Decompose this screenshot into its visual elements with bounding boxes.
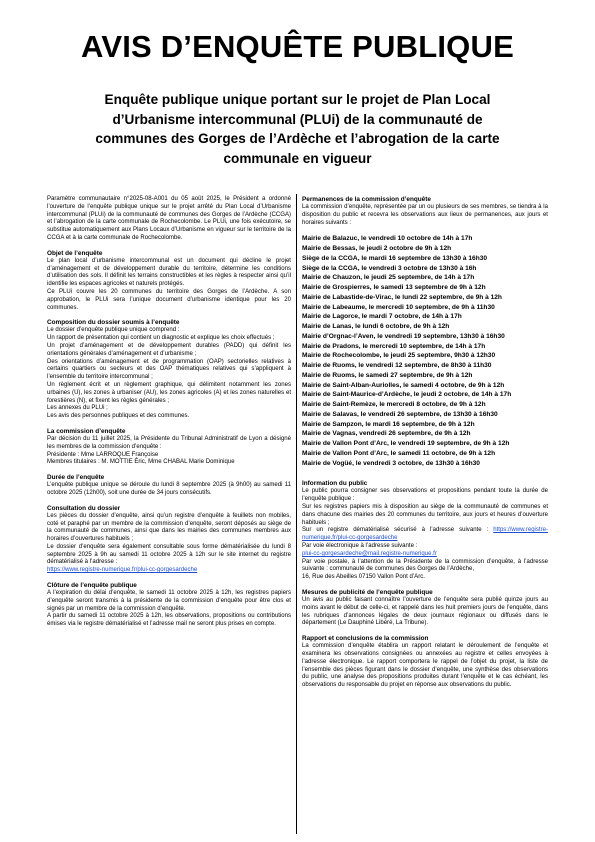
- permanence-item: Mairie de Pradons, le mercredi 10 septembre, de 14h à 17h: [302, 342, 486, 350]
- permanences-intro: La commission d’enquête, représentée par un ou plusieurs de ses membres, se tiendra à la disposition du public et recevra les observations aux lieux de permanences, aux jours et horaires suivants :: [302, 204, 548, 226]
- permanence-item: Mairie de Grospierres, le samedi 13 septembre de 9h à 12h: [302, 284, 486, 292]
- composition-line: Les avis des personnes publiques et des communes.: [47, 413, 190, 420]
- consultation-line: Les pièces du dossier d’enquête, ainsi qu’un registre d’enquête à feuillets non mobiles, coté et paraphé par un membre de la commission d’enquête, seront déposés au siège de la communauté de communes, ainsi que dans les mairies des communes membres aux horaires d’ouvertures habituels ;: [47, 512, 291, 543]
- composition-heading: Composition du dossier soumis à l’enquête: [47, 319, 180, 327]
- permanence-item: Mairie de Labastide-de-Virac, le lundi 22 septembre, de 9h à 12h: [302, 293, 502, 301]
- notice-subtitle: [70, 90, 525, 168]
- permanences-heading: Permanences de la commission d’enquête: [302, 196, 431, 203]
- permanence-item: Mairie de Lanas, le lundi 6 octobre, de 9h à 12h: [302, 323, 450, 331]
- information-line: Sur les registres papiers mis à disposition au siège de la communauté de communes et dans chacune des mairies des 20 communes du territoire, aux jours et heures d’ouverture habituels ;: [302, 503, 548, 526]
- composition-line: Un règlement écrit et un règlement graphique, qui délimitent notamment les zones urbaines (U), les zones à urbaniser (AU), les zones agricoles (A) et les zones naturelles et forestières (N), et fixent les règles générales ;: [47, 381, 291, 404]
- commission-heading: La commission d’enquête: [47, 427, 126, 435]
- duree-paragraph: L’enquête publique unique se déroule du lundi 8 septembre 2025 (à 9h00) au samedi 11 octobre 2025 (12h00), soit une durée de 34 jours consécutifs.: [47, 482, 291, 496]
- permanence-item: Mairie de Bessas, le jeudi 2 octobre de 9h à 12h: [302, 245, 452, 253]
- commission-line: Présidente : Mme LARROQUE Françoise: [47, 451, 159, 458]
- composition-line: Le dossier d’enquête publique unique comprend :: [47, 327, 180, 334]
- permanences-list: [302, 234, 548, 468]
- objet-paragraph: Ce PLUi couvre les 20 communes du territoire des Gorges de l’Ardèche. A son approbation, le PLUi sera l’unique document d’urbanisme identique pour les 20 communes.: [47, 288, 291, 311]
- composition-line: Des orientations d’aménagement et de programmation (OAP) sectorielles relatives à certains quartiers ou secteurs et des OAP thématiques relatives qui s’appliquent à l’ensemble du territoire intercommunal ;: [47, 358, 291, 381]
- right-column: [302, 196, 548, 690]
- permanence-item: Mairie de Rochecolombe, le jeudi 25 septembre, 9h30 à 12h30: [302, 352, 496, 360]
- permanence-item: Siège de la CCGA, le mardi 16 septembre de 13h30 à 16h30: [302, 254, 488, 262]
- consultation-heading: Consultation du dossier: [47, 504, 121, 512]
- mesures-paragraph: Un avis au public faisant connaître l’ouverture de l’enquête sera publié quinze jours au moins avant le début de celle-ci, et rappelé dans les huit premiers jours de l’enquête, dans les rubriques d’annonces légales de deux journaux régionaux ou diffusés dans le département (Le Dauphiné Libéré, La Tribune).: [302, 596, 548, 627]
- information-line: Le public pourra consigner ses observations et propositions pendant toute la durée de l’enquête publique :: [302, 488, 548, 503]
- email-link-text[interactable]: plui-cc-gorgesardeche@mail.registre-numerique.fr: [302, 550, 437, 557]
- information-line: Par voie électronique à l’adresse suivante :: [302, 542, 418, 549]
- permanence-item: Mairie de Ruoms, le vendredi 12 septembre, de 8h30 à 11h30: [302, 362, 492, 370]
- composition-line: Les annexes du PLUi ;: [47, 405, 108, 412]
- cloture-line: A partir du samedi 11 octobre 2025 à 12h, les observations, propositions ou contributions émises via le registre dématérialisé et l’adresse mail ne seront plus prises en compte.: [47, 613, 291, 628]
- commission-line: Par décision du 11 juillet 2025, la Présidente du Tribunal Administratif de Lyon a désigné les membres de la commission d’enquête :: [47, 435, 291, 450]
- subtitle-line: d’Urbanisme intercommunal (PLUi) de la communauté de: [112, 111, 483, 127]
- rapport-heading: Rapport et conclusions de la commission: [302, 635, 429, 643]
- information-line: [302, 527, 548, 543]
- permanence-item: Siège de la CCGA, le vendredi 3 octobre de 13h30 à 16h: [302, 264, 477, 272]
- information-heading: Information du public: [302, 480, 368, 488]
- postal-address: 16, Rue des Abeilles 07150 Vallon Pont d’Arc.: [302, 574, 425, 581]
- duree-heading: Durée de l’enquête: [47, 474, 105, 482]
- information-line: Par voie postale, à l’attention de la Présidente de la commission d’enquête, à l’adresse suivante : communauté de communes des Gorges de l’Ardèche,: [302, 558, 548, 573]
- permanence-item: Mairie de Vagnas, vendredi 26 septembre, de 9h à 12h: [302, 430, 471, 438]
- permanence-item: Mairie de Saint-Remèze, le mercredi 8 octobre, de 9h à 12h: [302, 401, 486, 409]
- permanence-item: Mairie de Sampzon, le mardi 16 septembre, de 9h à 12h: [302, 420, 475, 428]
- column-divider: [296, 194, 297, 834]
- permanence-item: Mairie de Saint-Alban-Auriolles, le samedi 4 octobre, de 9h à 12h: [302, 381, 505, 389]
- commission-line: Membres titulaires : M. MOTTIE Éric, Mme CHABAL Marie Dominique: [47, 459, 235, 466]
- permanence-item: Mairie de Vallon Pont d’Arc, le samedi 11 octobre, de 9h à 12h: [302, 449, 496, 457]
- permanence-item: Mairie de Labeaume, le mercredi 10 septembre, de 9h à 11h30: [302, 303, 495, 311]
- permanence-item: Mairie de Vogüé, le vendredi 3 octobre, de 13h30 à 16h30: [302, 459, 480, 467]
- consultation-line: Le dossier d’enquête sera également consultable sous forme dématérialisée du lundi 8 septembre 2025 à 9h au samedi 11 octobre 2025 à 12h sur le site internet du registre dématérialisé à l’adresse :: [47, 543, 291, 566]
- mesures-heading: Mesures de publicité de l’enquête publique: [302, 588, 433, 596]
- registre-link-text[interactable]: https://www.registre-numerique.fr/plui-cc-gorgesardeche: [302, 527, 548, 542]
- permanence-item: Mairie de Ruoms, le samedi 27 septembre, de 9h à 12h: [302, 371, 473, 379]
- notice-title: AVIS D’ENQUÊTE PUBLIQUE: [81, 29, 514, 64]
- information-text: Sur un registre dématérialisé sécurisé à l’adresse suivante :: [302, 527, 489, 534]
- permanence-item: Mairie de Salavas, le vendredi 26 septembre, de 13h30 à 16h30: [302, 410, 498, 418]
- composition-line: Un projet d’aménagement et de développement durables (PADD) qui définit les orientations générales d’aménagement et d’urbanisme ;: [47, 342, 291, 357]
- cloture-line: A l’expiration du délai d’enquête, le samedi 11 octobre 2025 à 12h, les registres papiers d’enquête seront transmis à la présidente de la commission d’enquête pour être clos et signés par un membre de la commission d’enquête.: [47, 590, 291, 612]
- subtitle-line: Enquête publique unique portant sur le projet de Plan Local: [104, 92, 491, 107]
- cloture-heading: Clôture de l’enquête publique: [47, 582, 137, 590]
- rapport-paragraph: La commission d’enquête établira un rapport relatant le déroulement de l’enquête et examinera les observations consignées ou annexées au registre et celles envoyées à l’adresse électronique. Le rapport comportera le rappel de l’objet du projet, la liste de l’ensemble des pièces figurant dans le dossier d’enquête, une synthèse des observations du public, une analyse des propositions produites durant l’enquête et le cas échéant, les observations du responsable du projet en réponse aux observations du public.: [302, 643, 548, 689]
- permanence-item: Mairie d’Orgnac-l’Aven, le vendredi 19 septembre, 13h30 à 16h30: [302, 332, 505, 340]
- permanence-item: Mairie de Saint-Maurice-d’Ardèche, le jeudi 2 octobre, de 14h à 17h: [302, 391, 512, 399]
- left-column: [47, 196, 291, 629]
- permanence-item: Mairie de Balazuc, le vendredi 10 octobre de 14h à 17h: [302, 235, 473, 243]
- objet-paragraph: Le plan local d’urbanisme intercommunal est un document qui décline le projet d’aménagement et de développement durable du territoire, détermine les conditions d’utilisation des sols. Il définit les terrains constructibles et les règles à respecter ainsi qu’il identifie les espaces agricoles et naturels protégés.: [47, 257, 291, 288]
- subtitle-line: communes des Gorges de l’Ardèche et l’abrogation de la carte: [95, 131, 500, 146]
- intro-paragraph: Paramètre communautaire n°2025-08-A001 du 05 août 2025, le Président a ordonné l’ouverture de l’enquête publique unique sur le projet arrêté du Plan Local d’Urbanisme intercommunal (PLUi) de la communauté de communes des Gorges de l’Ardèche (CCGA) et l’abrogation de la carte communale de Rochecolombe. Le PLUi, une fois exécutoire, se substitue automatiquement aux Plans Locaux d’Urbanisme en vigueur sur le territoire de la CCGA et à la carte communale de Rochecolombe.: [47, 196, 291, 241]
- registre-link: [47, 567, 291, 575]
- subtitle-line: communale en vigueur: [223, 150, 372, 166]
- permanence-item: Mairie de Chauzon, le jeudi 25 septembre, de 14h à 17h: [302, 274, 475, 282]
- email-link: [302, 551, 548, 559]
- permanence-item: Mairie de Lagorce, le mardi 7 octobre, de 14h à 17h: [302, 313, 462, 321]
- registre-link-text[interactable]: https://www.registre-numerique.fr/plui-cc-gorgesardeche: [47, 567, 198, 574]
- composition-line: Un rapport de présentation qui contient un diagnostic et explique les choix effectués ;: [47, 335, 275, 342]
- permanence-item: Mairie de Vallon Pont d’Arc, le vendredi 19 septembre, de 9h à 12h: [302, 440, 510, 448]
- objet-heading: Objet de l’enquête: [47, 249, 103, 257]
